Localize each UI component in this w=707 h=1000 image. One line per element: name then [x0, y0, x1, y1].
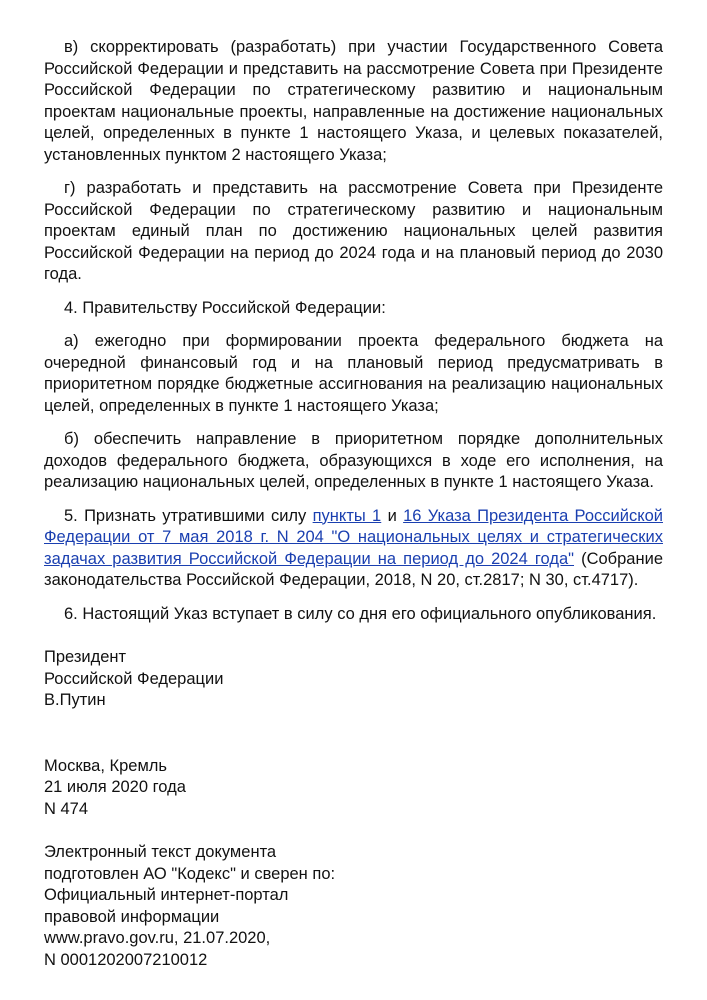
paragraph-b: б) обеспечить направление в приоритетном порядке дополнительных доходов федерального бюджета, образующихся в ходе его исполнения, на реализацию национальных целей, определенных в пункте 1 настоящего Указа. [44, 430, 663, 491]
source-line-5: www.pravo.gov.ru, 21.07.2020, [44, 929, 271, 947]
paragraph-5-middle: и [381, 506, 404, 525]
paragraph-5-suffix: (Собрание законодательства Российской Федерации, 2018, N 20, ст.2817; N 30, ст.4717). [44, 549, 663, 589]
place-date-block [44, 756, 663, 821]
decree-number: N 474 [44, 799, 89, 818]
source-line-1: Электронный текст документа [44, 843, 277, 861]
paragraph-4: 4. Правительству Российской Федерации: [64, 298, 386, 317]
signature-block [44, 647, 663, 712]
signature-country: Российской Федерации [44, 669, 224, 688]
paragraph-6: 6. Настоящий Указ вступает в силу со дня его официального опубликования. [64, 604, 657, 623]
source-line-2: подготовлен АО "Кодекс" и сверен по: [44, 864, 336, 883]
source-line-3: Официальный интернет-портал [44, 886, 289, 904]
signature-title: Президент [44, 648, 127, 666]
paragraph-v: в) скорректировать (разработать) при участии Государственного Совета Российской Федерации и представить на рассмотрение Совета при Президенте Российской Федерации по стратегическому развитию и национальным проектам национальные проекты, направленные на достижение национальных целей, определенных в пункте 1 настоящего Указа, и целевых показателей, установленных пунктом 2 настоящего Указа; [44, 38, 663, 164]
signature-name: В.Путин [44, 691, 106, 709]
paragraph-a: а) ежегодно при формировании проекта федерального бюджета на очередной финансовый год и на плановый период предусматривать в приоритетном порядке бюджетные ассигнования на реализацию национальных целей, определенных в пункте 1 настоящего Указа; [44, 332, 663, 415]
paragraph-5 [44, 506, 663, 592]
link-points-1[interactable]: пункты 1 [312, 506, 382, 525]
source-note-block [44, 842, 663, 971]
paragraph-5-prefix: 5. Признать утратившими силу [64, 506, 313, 525]
link-decree-204[interactable]: 16 Указа Президента Российской Федерации от 7 мая 2018 г. N 204 "О национальных целях и стратегических задачах развития Российской Федерации на период до 2024 года" [44, 506, 663, 568]
paragraph-g: г) разработать и представить на рассмотрение Совета при Президенте Российской Федерации по стратегическому развитию и национальным проектам единый план по достижению национальных целей развития Российской Федерации на период до 2024 года и на плановый период до 2030 года. [44, 179, 663, 283]
place-city: Москва, Кремль [44, 756, 168, 775]
source-line-6: N 0001202007210012 [44, 950, 208, 969]
place-date: 21 июля 2020 года [44, 778, 186, 796]
source-line-4: правовой информации [44, 907, 220, 926]
